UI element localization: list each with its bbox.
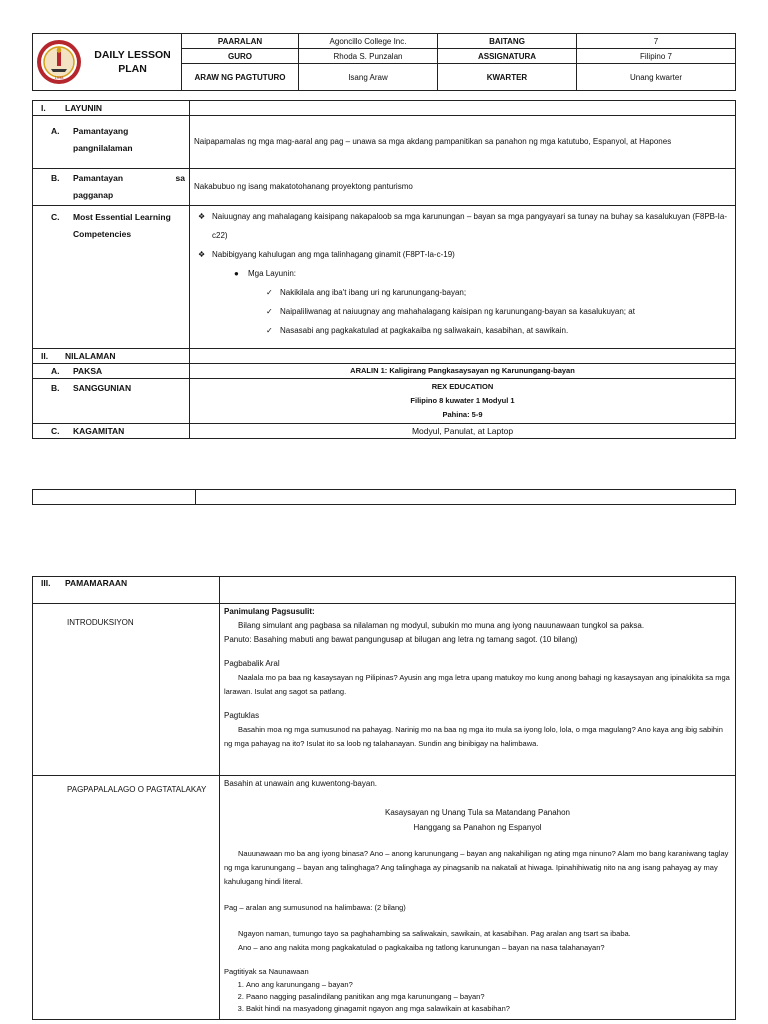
empty-table — [32, 489, 736, 505]
nilalaman-heading: II. NILALAMAN — [33, 349, 190, 364]
paaralan-label: PAARALAN — [182, 34, 299, 49]
empty-cell — [196, 490, 736, 505]
question-item: 1. Ano ang karunungang – bayan? — [246, 979, 731, 991]
question-item: 2. Paano nagging pasalindilang panitikan ang mga karunungang – bayan? — [246, 991, 731, 1003]
araw-value: Isang Araw — [299, 64, 438, 91]
nilalaman-empty — [190, 349, 736, 364]
story-title-2: Hanggang sa Panahon ng Espanyol — [413, 823, 542, 832]
panimulang-heading: Panimulang Pagsusulit: — [224, 607, 315, 616]
layunin-sub-item: ✓ Nasasabi ang pagkakatulad at pagkakaiba ng saliwakain, kasabihan, at sawikain. — [198, 321, 731, 340]
melc-label-cell: C. Most Essential Learning Competencies — [33, 206, 190, 349]
kwarter-label: KWARTER — [438, 64, 577, 91]
paksa-label: A. PAKSA — [33, 364, 190, 379]
ngayon-text-2: Ano – ano ang nakita mong pagkakatulad o pagkakaiba ng tatlong karunungan – bayan na nasa talahanayan? — [238, 943, 605, 952]
asignatura-value: Filipino 7 — [577, 49, 736, 64]
question-item: 3. Bakit hindi na masyadong ginagamit ngayon ang mga salawikain at kasabihan? — [246, 1003, 731, 1015]
dlp-title: DAILY LESSON PLAN — [94, 49, 171, 75]
svg-text:1998: 1998 — [54, 75, 64, 80]
check-icon: ✓ — [266, 326, 273, 335]
araw-label: ARAW NG PAGTUTURO — [182, 64, 299, 91]
sanggunian-label: B. SANGGUNIAN — [33, 379, 190, 424]
baitang-value: 7 — [577, 34, 736, 49]
guro-value: Rhoda S. Punzalan — [299, 49, 438, 64]
pagtuklas-text: Basahin moa ng mga sumusunod na pahayag. Narinig mo na baa ng mga ito mula sa iyong lolo, lola, o mga magulang? Ano kaya ang ibig sabihin ng mga pahayag na ito? Isulat ito sa loob ng talahanayan. Sundin ang binibigay na halimbawa. — [224, 725, 723, 748]
pagpapalalago-label: PAGPAPALALAGO O PAGTATALAKAY — [33, 776, 220, 1020]
empty-cell — [33, 490, 196, 505]
header-table — [32, 33, 736, 91]
story-title-1: Kasaysayan ng Unang Tula sa Matandang Panahon — [384, 808, 571, 817]
objectives-table — [32, 100, 736, 439]
introduksiyon-label: INTRODUKSIYON — [33, 604, 220, 776]
melc-item: ❖ Nabibigyang kahulugan ang mga talinhagang ginamit (F8PT-Ia-c-19) — [198, 245, 731, 264]
check-icon: ✓ — [266, 288, 273, 297]
layunin-sub-item: ✓ Naipaliliwanag at naiuugnay ang mahahalagang kaisipan ng karunungang-bayan sa kasalukuyan; at — [198, 302, 731, 321]
talinghaga-paragraph: Nauunawaan mo ba ang iyong binasa? Ano – anong karunungang – bayan ang nakahiligan ng ating mga ninuno? Alam mo bang karaniwang taglay ng mga karunungang – bayan ang talinghaga? Ang talinghaga ay pinagsanib na nakatali at hiwaga. Ipinahihiwatig nito na ang isang pahayag ay may kahulugang hindi literal. — [224, 849, 729, 886]
panimulang-text: Bilang simulant ang pagbasa sa nilalaman ng modyul, subukin mo muna ang iyong nauunawaan tungkol sa paksa. — [238, 621, 645, 630]
pagtitiyak-heading: Pagtitiyak sa Naunawaan — [224, 967, 309, 976]
mga-layunin-item: ● Mga Layunin: — [198, 264, 731, 283]
halimbawa-text: Pag – aralan ang sumusunod na halimbawa: (2 bilang) — [224, 903, 406, 912]
school-logo-icon — [36, 39, 82, 85]
questions-list — [224, 979, 731, 1015]
balik-aral-text: Naalala mo pa baa ng kasaysayan ng Pilipinas? Ayusin ang mga letra upang matukoy mo kung anong bahagi ng kasaysayan ang ipinakikita sa mga larawan. Isulat ang sagot sa patlang. — [224, 673, 730, 696]
kwarter-value: Unang kwarter — [577, 64, 736, 91]
pamantayan-pagganap-label-cell: B. Pamantayan sa pagganap — [33, 169, 190, 206]
diamond-bullet-icon: ❖ — [198, 250, 206, 259]
introduksiyon-content — [220, 604, 736, 776]
check-icon: ✓ — [266, 307, 273, 316]
pamantayan-pagganap-value: Nakabubuo ng isang makatotohanang proyektong panturismo — [190, 169, 736, 206]
pagtuklas-heading: Pagtuklas — [224, 711, 260, 720]
melc-item: ❖ Naiuugnay ang mahalagang kaisipang nakapaloob sa mga karunungan – bayan sa mga pangyayari sa tunay na buhay sa kasalukuyan (F8PB-Ia-c22) — [198, 207, 731, 245]
asignatura-label: ASSIGNATURA — [438, 49, 577, 64]
pamantayang-value: Naipapamalas ng mga mag-aaral ang pag – unawa sa mga akdang pampanitikan sa panahon ng mga katutubo, Espanyol, at Hapones — [190, 116, 736, 169]
panuto-text: Panuto: Basahing mabuti ang bawat pangungusap at bilugan ang letra ng tamang sagot. (10 bilang) — [224, 635, 578, 644]
kagamitan-value: Modyul, Panulat, at Laptop — [190, 424, 736, 439]
sanggunian-value: REX EDUCATION Filipino 8 kuwater 1 Modyul 1 Pahina: 5-9 — [190, 379, 736, 424]
baitang-label: BAITANG — [438, 34, 577, 49]
pagpapalalago-content — [220, 776, 736, 1020]
pamamaraan-empty — [220, 577, 736, 604]
pamantayang-label-cell: A. Pamantayang pangnilalaman — [33, 116, 190, 169]
kagamitan-label: C. KAGAMITAN — [33, 424, 190, 439]
layunin-sub-item: ✓ Nakikilala ang iba't ibang uri ng karunungang-bayan; — [198, 283, 731, 302]
ngayon-text-1: Ngayon naman, tumungo tayo sa paghahambing sa saliwakain, sawikain, at kasabihan. Pag aralan ang tsart sa ibaba. — [238, 929, 631, 938]
melc-value-cell — [190, 206, 736, 349]
paaralan-value: Agoncillo College Inc. — [299, 34, 438, 49]
layunin-heading: I. LAYUNIN — [33, 101, 190, 116]
procedures-table — [32, 576, 736, 1020]
layunin-empty — [190, 101, 736, 116]
dot-bullet-icon: ● — [234, 269, 239, 278]
logo-title-cell — [33, 34, 182, 91]
guro-label: GURO — [182, 49, 299, 64]
diamond-bullet-icon: ❖ — [198, 212, 206, 221]
paksa-value: ARALIN 1: Kaligirang Pangkasaysayan ng Karunungang-bayan — [190, 364, 736, 379]
balik-aral-heading: Pagbabalik Aral — [224, 659, 280, 668]
basahin-text: Basahin at unawain ang kuwentong-bayan. — [224, 779, 377, 788]
pamamaraan-heading: III. PAMAMARAAN — [33, 577, 220, 604]
